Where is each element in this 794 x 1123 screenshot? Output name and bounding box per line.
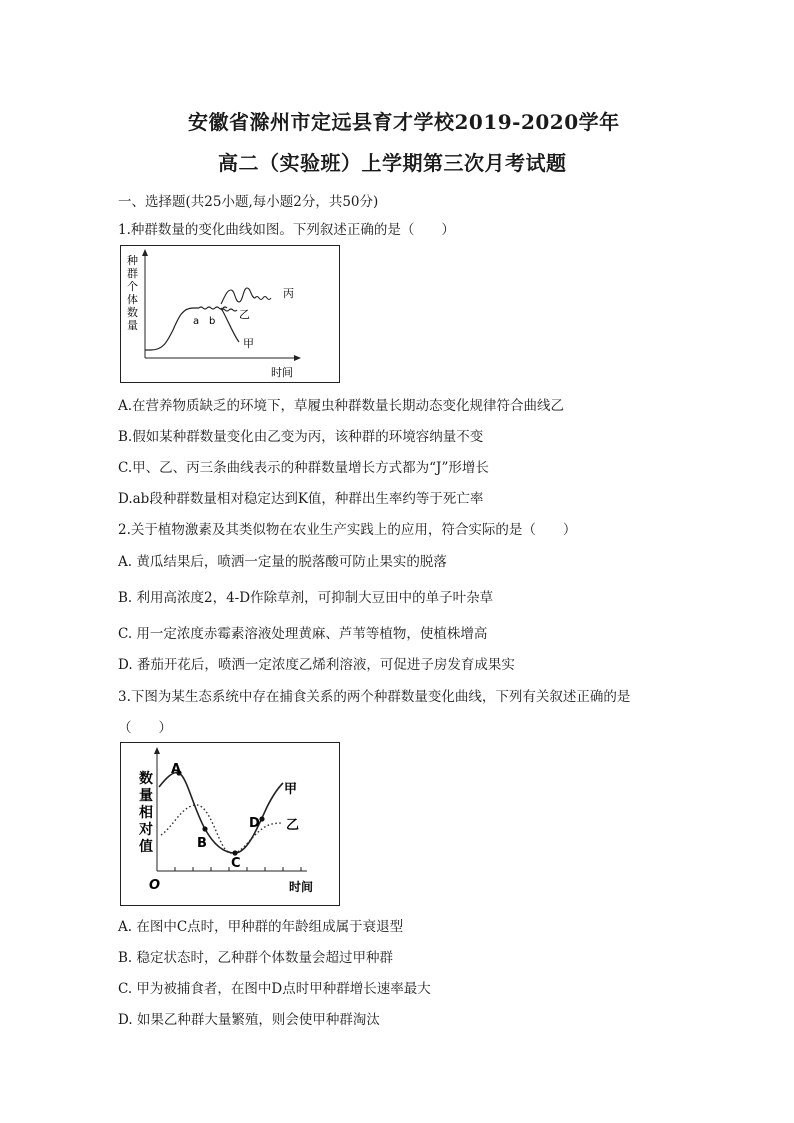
q3-ylabel-3: 对 xyxy=(139,822,153,838)
q1-ylabel-0: 种 xyxy=(127,254,138,267)
q3-option-d: D. 如果乙种群大量繁殖，则会使甲种群淘汰 xyxy=(118,1012,380,1028)
title-line-1: 安徽省滁州市定远县育才学校2019-2020学年 xyxy=(188,110,620,134)
section-heading: 一、选择题(共25小题,每小题2分，共50分) xyxy=(118,194,379,210)
q3-option-c: C. 甲为被捕食者，在图中D点时甲种群增长速率最大 xyxy=(118,981,431,997)
q3-stem: 3.下图为某生态系统中存在捕食关系的两个种群数量变化曲线，下列有关叙述正确的是 xyxy=(118,689,631,705)
q3-ylabel-2: 相 xyxy=(139,805,153,821)
q3-point-D xyxy=(259,816,264,821)
q1-label-b: b xyxy=(209,316,216,327)
q1-ylabel-2: 个 xyxy=(127,280,138,293)
q1-option-b: B.假如某种群数量变化由乙变为丙，该种群的环境容纳量不变 xyxy=(118,429,484,445)
q1-stem: 1.种群数量的变化曲线如图。下列叙述正确的是（ ） xyxy=(118,222,455,238)
q3-origin: O xyxy=(149,878,161,893)
q3-label-D: D xyxy=(249,816,260,831)
q1-chart xyxy=(121,246,339,382)
q1-option-d: D.ab段种群数量相对稳定达到K值，种群出生率约等于死亡率 xyxy=(118,491,484,507)
q3-ylabel-4: 值 xyxy=(139,839,153,855)
q3-ylabel-1: 量 xyxy=(139,788,153,804)
q1-label-yi: 乙 xyxy=(239,308,250,321)
q1-x-arrow xyxy=(294,355,301,361)
q1-curve-yi xyxy=(221,309,237,311)
q3-label-C: C xyxy=(231,856,241,871)
q1-ylabel-5: 量 xyxy=(127,319,138,332)
q1-figure xyxy=(120,245,340,383)
q2-option-b: B. 利用高浓度2，4-D作除草剂，可抑制大豆田中的单子叶杂草 xyxy=(118,590,494,606)
q3-point-C xyxy=(232,850,237,855)
q1-xlabel: 时间 xyxy=(271,366,293,379)
q3-label-yi: 乙 xyxy=(286,818,300,833)
q3-label-B: B xyxy=(197,836,207,851)
q1-option-c: C.甲、乙、丙三条曲线表示的种群数量增长方式都为“J”形增长 xyxy=(118,460,489,476)
q3-figure xyxy=(120,742,340,906)
q3-option-a: A. 在图中C点时，甲种群的年龄组成属于衰退型 xyxy=(118,919,404,935)
q1-label-jia: 甲 xyxy=(243,337,254,350)
q3-stem-cont: （ ） xyxy=(118,720,172,736)
q1-option-a: A.在营养物质缺乏的环境下，草履虫种群数量长期动态变化规律符合曲线乙 xyxy=(118,398,565,414)
q2-option-d: D. 番茄开花后，喷洒一定浓度乙烯利溶液，可促进子房发育成果实 xyxy=(118,657,515,673)
title-line-2: 高二（实验班）上学期第三次月考试题 xyxy=(218,151,567,175)
q2-stem: 2.关于植物激素及其类似物在农业生产实践上的应用，符合实际的是（ ） xyxy=(118,522,577,538)
q2-option-a: A. 黄瓜结果后，喷洒一定量的脱落酸可防止果实的脱落 xyxy=(118,554,447,570)
q3-label-jia: 甲 xyxy=(284,782,298,797)
q1-curve-jia xyxy=(221,308,239,342)
q3-label-A: A xyxy=(171,762,182,777)
q2-option-c: C. 用一定浓度赤霉素溶液处理黄麻、芦苇等植物，使植株增高 xyxy=(118,626,488,642)
q1-ylabel-4: 数 xyxy=(127,306,138,319)
q1-y-arrow xyxy=(142,249,148,256)
q1-curve-rise xyxy=(145,308,199,350)
q1-ylabel-1: 群 xyxy=(127,267,138,280)
q3-ylabel-0: 数 xyxy=(139,771,153,787)
q1-label-bing: 丙 xyxy=(283,287,294,300)
q3-xlabel: 时间 xyxy=(289,880,314,894)
q3-option-b: B. 稳定状态时，乙种群个体数量会超过甲种群 xyxy=(118,950,394,966)
q1-label-a: a xyxy=(193,316,200,327)
q3-point-B xyxy=(202,826,207,831)
q1-curve-bing xyxy=(221,288,271,304)
q3-chart xyxy=(121,743,339,905)
q1-ylabel-3: 体 xyxy=(127,293,138,306)
q3-y-arrow xyxy=(154,747,160,754)
